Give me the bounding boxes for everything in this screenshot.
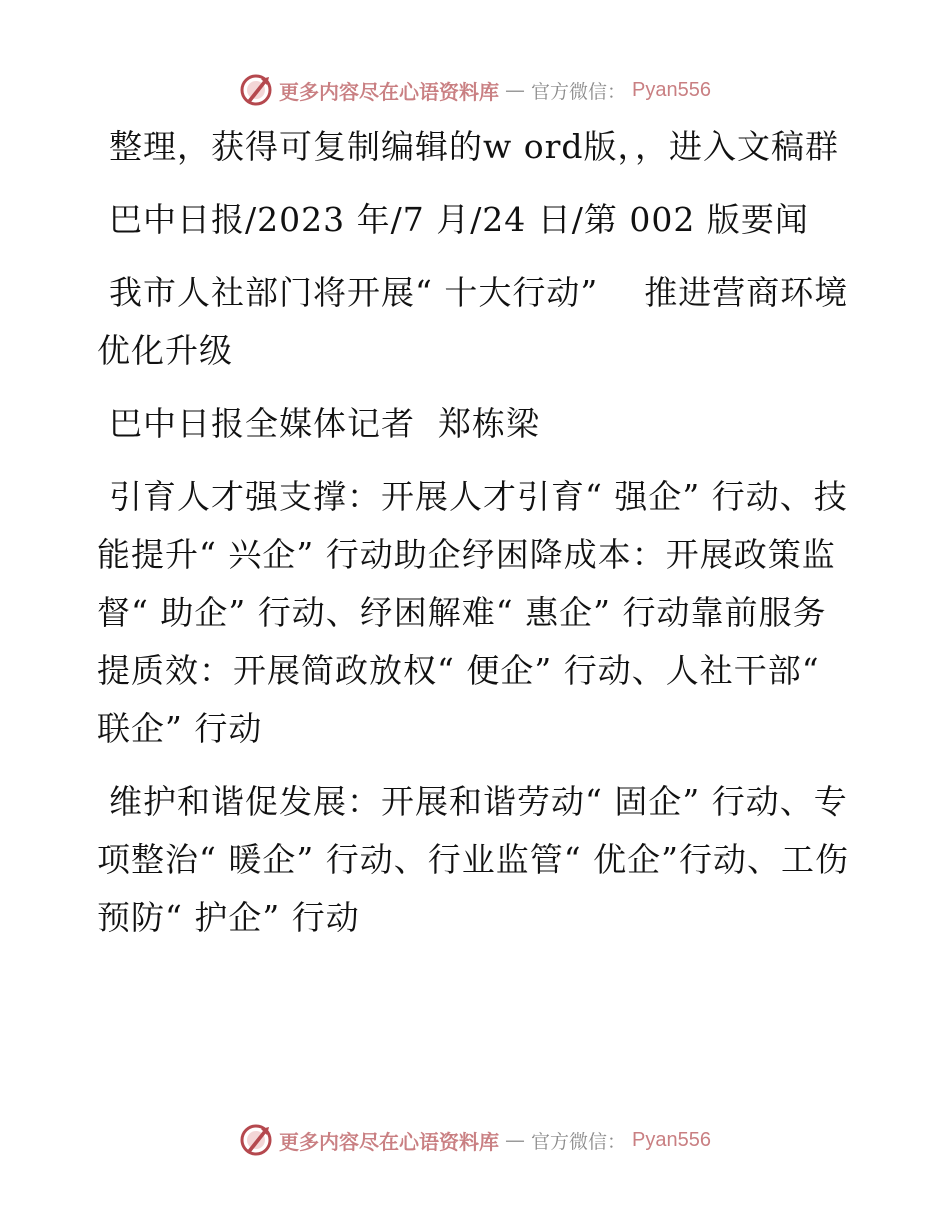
watermark-text: 更多内容尽在心语资料库 <box>279 79 499 104</box>
paragraph-byline: 巴中日报全媒体记者 郑栋梁 <box>109 404 540 443</box>
watermark-separator: — <box>505 78 525 102</box>
paragraph-body-2: 维护和谐促发展：开展和谐劳动“ 固企” 行动、专项整治“ 暖企” 行动、行业监管“ 优企”行动、工伤预防“ 护企” 行动 <box>97 782 849 937</box>
document-body <box>97 118 857 962</box>
watermark-separator: — <box>505 1128 525 1152</box>
paragraph-source-line: 巴中日报/2023 年/7 月/24 日/第 002 版要闻 <box>109 200 809 239</box>
paragraph-intro: 整理，获得可复制编辑的w ord版，，进入文稿群 <box>109 127 840 166</box>
watermark-contact-id: Pyan556 <box>632 78 711 101</box>
watermark-text: 更多内容尽在心语资料库 <box>279 1129 499 1154</box>
watermark-contact-label: 官方微信： <box>531 80 627 103</box>
quill-logo-icon <box>239 1123 273 1157</box>
footer-watermark <box>0 1120 950 1160</box>
watermark-contact-id: Pyan556 <box>632 1128 711 1151</box>
watermark-contact-label: 官方微信： <box>531 1130 627 1153</box>
paragraph-headline: 我市人社部门将开展“ 十大行动” 推进营商环境优化升级 <box>97 273 849 370</box>
quill-logo-icon <box>239 73 273 107</box>
paragraph-body-1: 引育人才强支撑：开展人才引育“ 强企” 行动、技能提升“ 兴企” 行动助企纾困降成本：开展政策监督“ 助企” 行动、纾困解难“ 惠企” 行动靠前服务提质效：开展简政放权“ 便企” 行动、人社干部“ 联企” 行动 <box>97 477 848 748</box>
header-watermark <box>0 70 950 110</box>
